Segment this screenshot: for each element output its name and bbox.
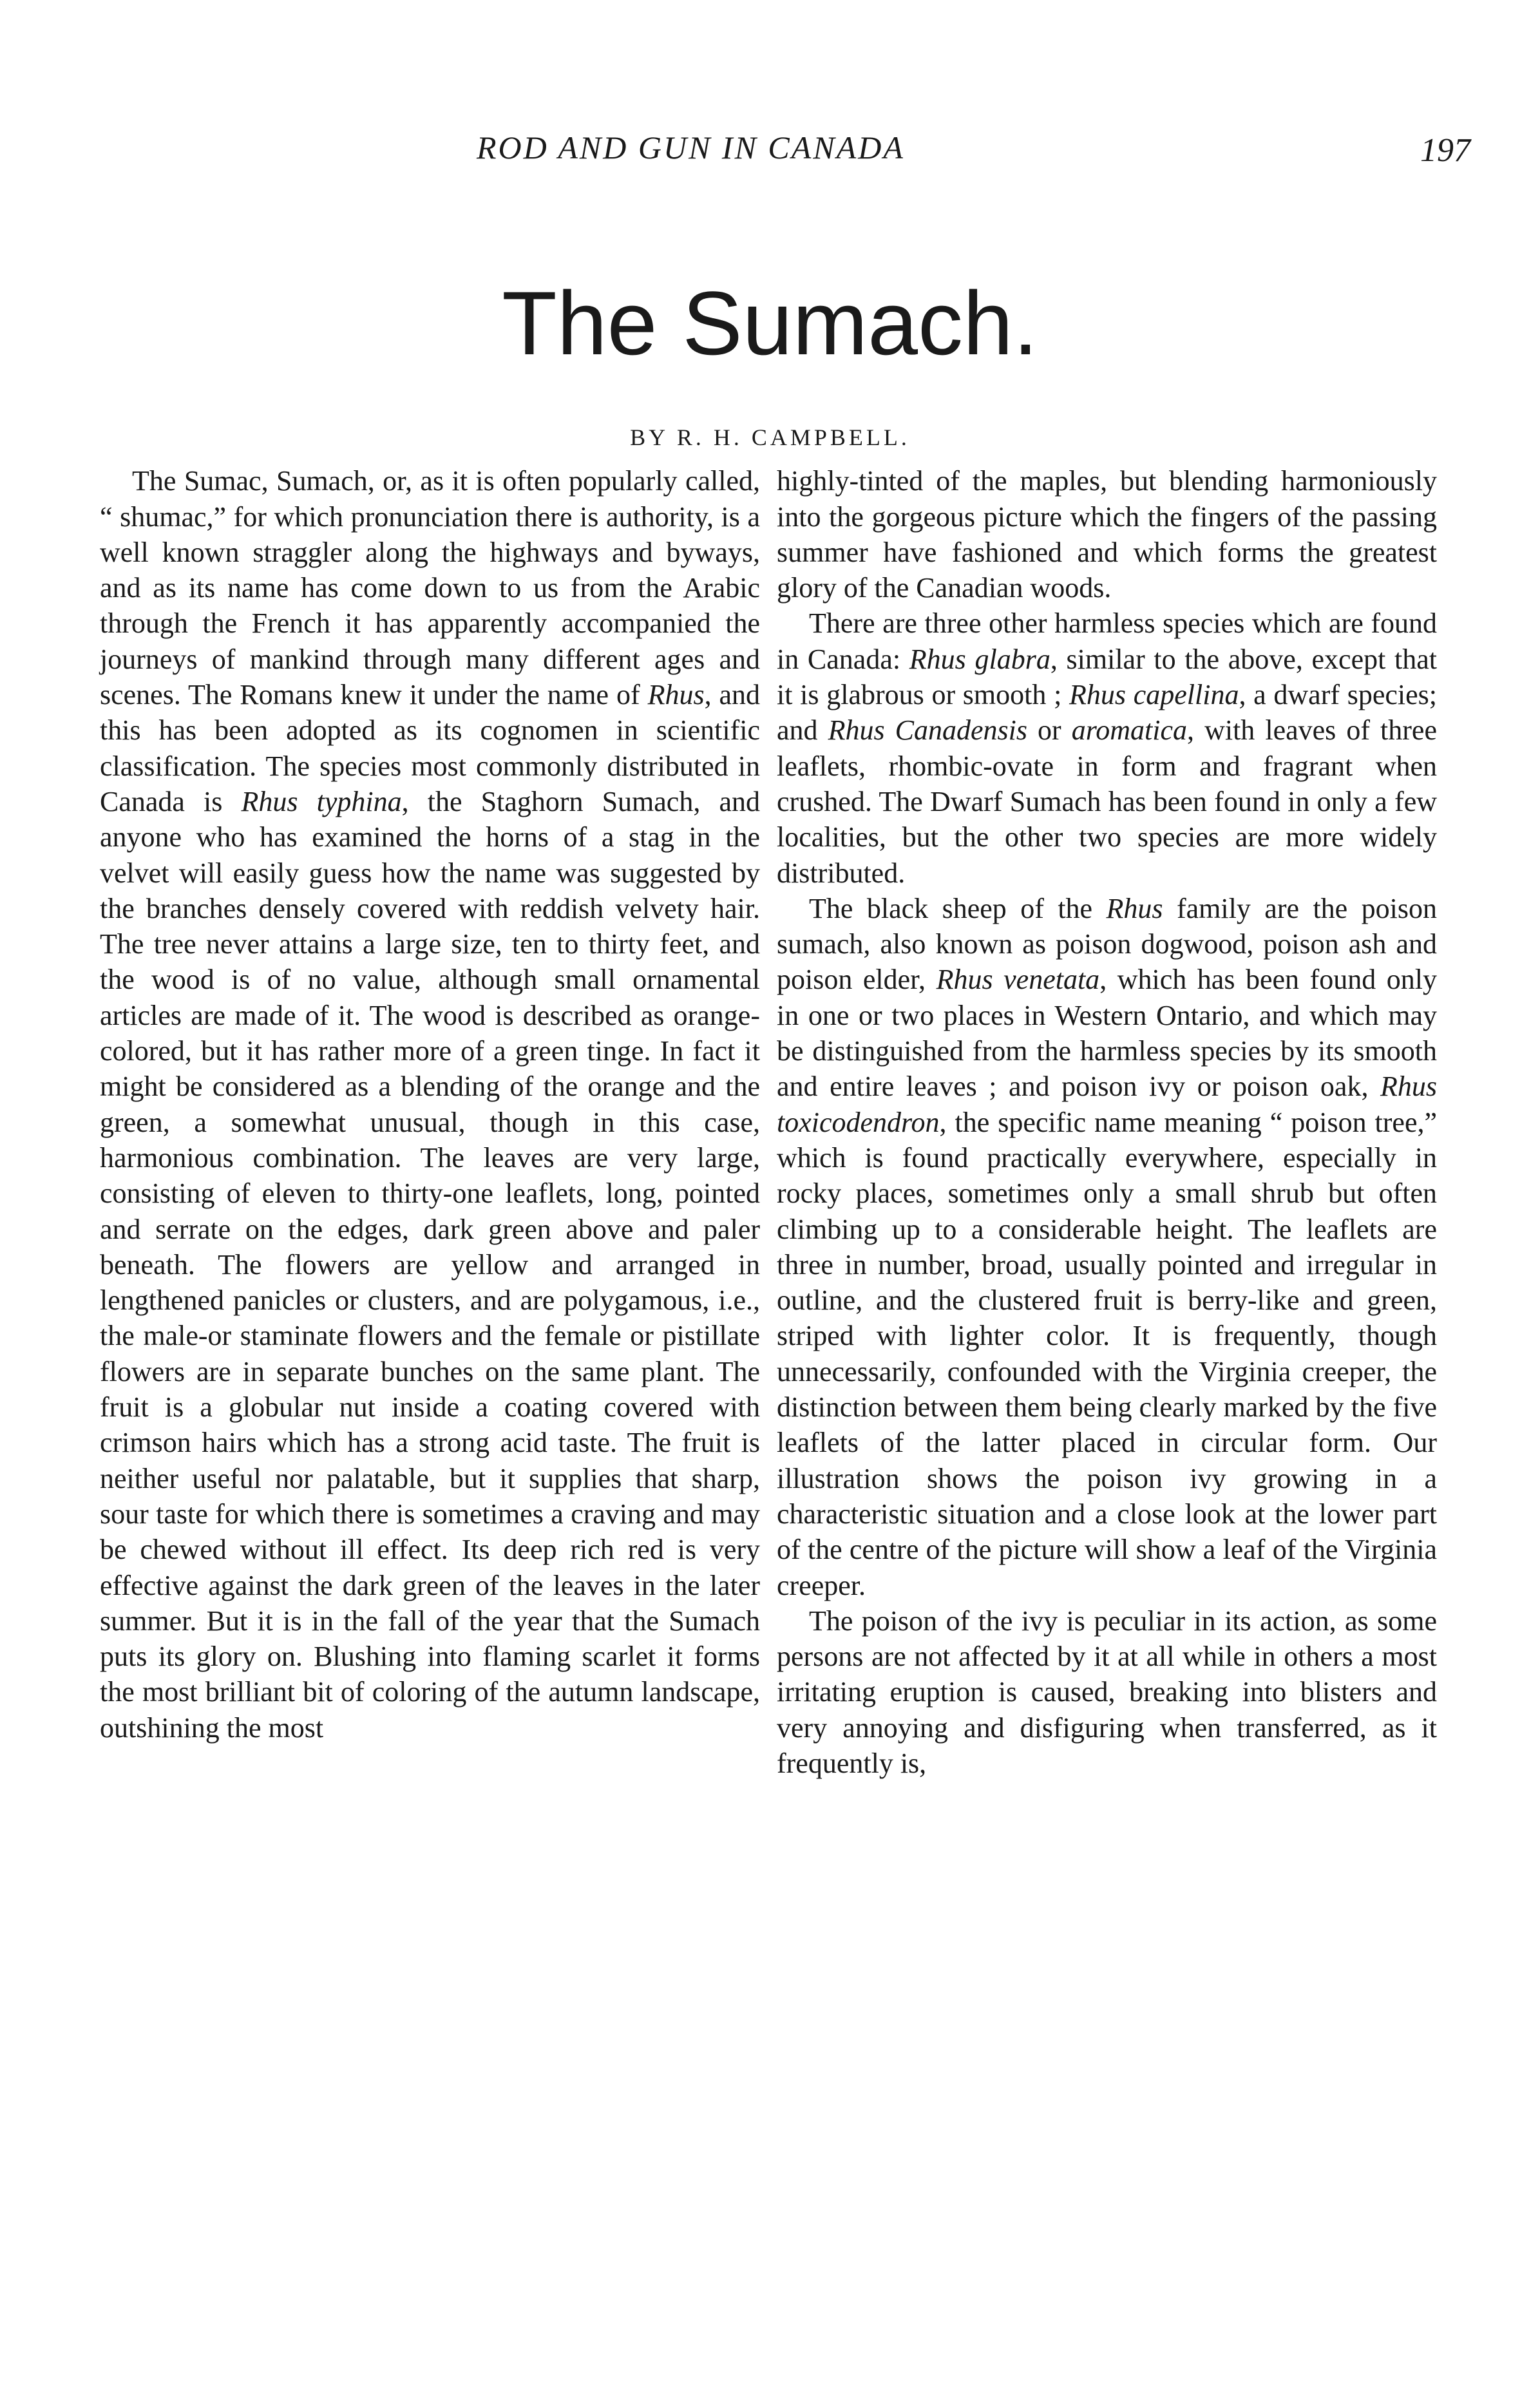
paragraph: highly-tinted of the maples, but blending harmoniously into the gorgeous picture which the fingers of the passing summer have fashioned and which forms the greatest glory of the Canadian woods. xyxy=(777,465,1437,604)
article-title: The Sumach. xyxy=(502,272,1038,374)
page-number: 197 xyxy=(1420,132,1470,169)
paragraph: The poison of the ivy is peculiar in its action, as some persons are not affected by it at all while in others a most irritating eruption is caused, breaking into blisters and very annoying and disfiguring when transferred, as it frequently is, xyxy=(777,1605,1437,1779)
right-column xyxy=(777,427,1437,1781)
paragraph: The black sheep of the Rhus family are the poison sumach, also known as poison dogwood, poison ash and poison elder, Rhus venetata, which has been found only in one or two places in Western Ontario, and which may be distinguished from the harmless species by its smooth and entire leaves ; and poison ivy or poison oak, Rhus toxicodendron, the specific name meaning “ poison tree,” which is found practically everywhere, especially in rocky places, sometimes only a small shrub but often climbing up to a considerable height. The leaflets are three in number, broad, usually pointed and irregular in outline, and the clustered fruit is berry-like and green, striped with lighter color. It is frequently, though unnecessarily, confounded with the Virginia creeper, the distinction between them being clearly marked by the five leaflets of the latter placed in circular form. Our illustration shows the poison ivy growing in a characteristic situation and a close look at the lower part of the centre of the picture will show a leaf of the Virginia creeper. xyxy=(777,892,1437,1601)
paragraph: The Sumac, Sumach, or, as it is often popularly called, “ shumac,” for which pronunciation there is authority, is a well known straggler along the highways and byways, and as its name has come down to us from the Arabic through the French it has apparently accompanied the journeys of mankind through many different ages and scenes. The Romans knew it under the name of Rhus, and this has been adopted as its cognomen in scientific classification. The species most commonly distributed in Canada is Rhus typhina, the Staghorn Sumach, and anyone who has examined the horns of a stag in the velvet will easily guess how the name was suggested by the branches densely covered with reddish velvety hair. The tree never attains a large size, ten to thirty feet, and the wood is of no value, although small ornamental articles are made of it. The wood is described as orange-colored, but it has rather more of a green tinge. In fact it might be considered as a blending of the orange and the green, a somewhat unusual, though in this case, harmonious combination. The leaves are very large, consisting of eleven to thirty-one leaflets, long, pointed and serrate on the edges, dark green above and paler beneath. The flowers are yellow and arranged in lengthened panicles or clusters, and are polygamous, i.e., the male-or staminate flowers and the female or pistillate flowers are in separate bunches on the same plant. The fruit is a globular nut inside a coating covered with crimson hairs which has a strong acid taste. The fruit is neither useful nor palatable, but it supplies that sharp, sour taste for which there is sometimes a craving and may be chewed without ill effect. Its deep rich red is very effective against the dark green of the leaves in the later summer. But it is in the fall of the year that the Sumach puts its glory on. Blushing into flaming scarlet it forms the most brilliant bit of coloring of the autumn landscape, outshining the most xyxy=(100,465,761,1744)
left-column xyxy=(100,427,760,1746)
journal-title: ROD AND GUN IN CANADA xyxy=(477,129,905,166)
paragraph: There are three other harmless species which are found in Canada: Rhus glabra, similar to the above, except that it is glabrous or smooth ; Rhus capellina, a dwarf species; and Rhus Canadensis or aromatica, with leaves of three leaflets, rhombic-ovate in form and fragrant when crushed. The Dwarf Sumach has been found in only a few localities, but the other two species are more widely distributed. xyxy=(777,607,1438,889)
article-byline: BY R. H. CAMPBELL. xyxy=(630,424,910,450)
running-head xyxy=(0,129,1540,180)
